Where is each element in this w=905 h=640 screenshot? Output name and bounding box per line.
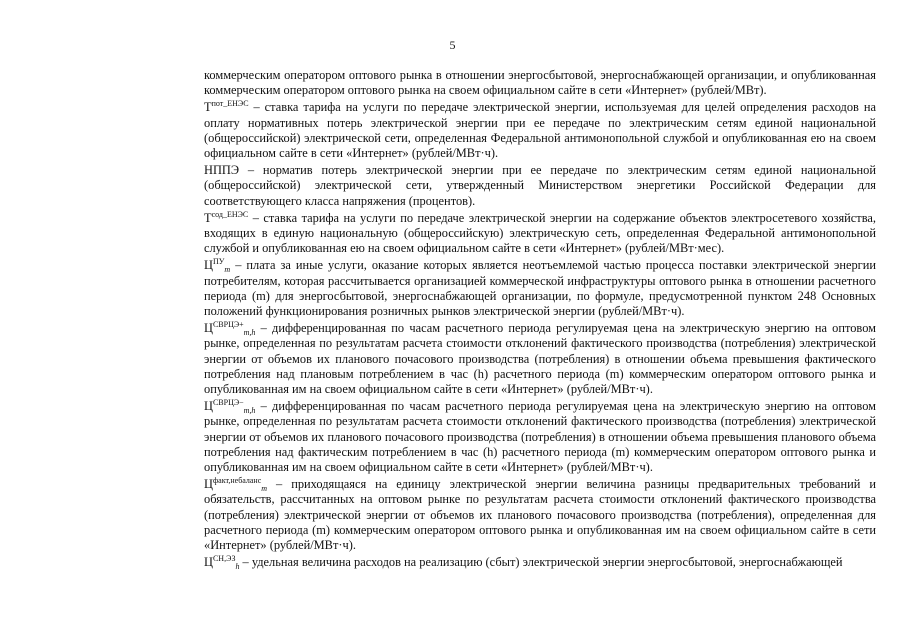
page-number: 5 <box>449 38 456 52</box>
symbol-ts: Ц <box>204 477 213 492</box>
definition-ts-pu <box>204 258 876 319</box>
symbol-superscript: факт,небаланс <box>212 476 262 486</box>
definition-nppe <box>204 163 876 209</box>
definition-text: – дифференцированная по часам расчетного периода регулируемая цена на электрическую энергию на оптовом рынке, определенная по результатам расчета стоимости отклонений фактического производства (потребления) электрической энергии от объемов их планового почасового производства (потребления) в отношении объема превышения фактического потребления над плановым потреблением в час (h) расчетного периода (m) коммерческим оператором оптового рынка и опубликованная им на своем официальном сайте в сети «Интернет» (рублей/МВт·ч). <box>204 321 876 397</box>
symbol-ts: Ц <box>204 555 213 570</box>
definition-text: – дифференцированная по часам расчетного периода регулируемая цена на электрическую энергию на оптовом рынке, определенная по результатам расчета стоимости отклонений фактического производства (потребления) электрической энергии от объемов их планового почасового производства (потребления) в отношении объема превышения планового объема потребления над фактическим потреблением в час (h) расчетного периода (m) коммерческим оператором оптового рынка и опубликованная им на своем официальном сайте в сети «Интернет» (рублей/МВт·ч). <box>204 399 876 475</box>
paragraph-text: коммерческим оператором оптового рынка в отношении энергосбытовой, энергоснабжающей организации, и опубликованная коммерческим оператором оптового рынка на своем официальном сайте в сети «Интернет» (рублей/МВт). <box>204 68 876 98</box>
symbol-ts: Ц <box>204 258 213 273</box>
symbol-ts: Ц <box>204 399 213 414</box>
symbol-superscript: СН,ЭЗ <box>212 554 236 564</box>
definition-ts-fakt-nebalans <box>204 477 876 553</box>
definition-text: – ставка тарифа на услуги по передаче электрической энергии, используемая для целей определения расходов на оплату нормативных потерь электрической энергии при ее передаче по электрическим сетям единой национальной (общероссийской) электрической сети, определенная Федеральной антимонопольной службой и опубликованная ею на своем официальном сайте в сети «Интернет» (рублей/МВт·ч). <box>204 100 876 161</box>
symbol-superscript: СВРЦЭ− <box>212 398 244 408</box>
paragraph-continuation <box>204 68 876 98</box>
symbol-subscript: m,h <box>243 328 256 338</box>
symbol-superscript: пот_ЕНЭС <box>211 99 249 109</box>
definition-ts-svrtse-minus <box>204 399 876 475</box>
symbol-subscript: h <box>235 562 240 572</box>
symbol-subscript: m <box>261 484 268 494</box>
definition-text: – ставка тарифа на услуги по передаче электрической энергии на содержание объектов электросетевого хозяйства, входящих в единую национальную (общероссийскую) электрическую сеть, определенная Федеральной антимонопольной службой и опубликованная ею на своем официальном сайте в сети «Интернет» (рублей/МВт·мес). <box>204 210 876 256</box>
definition-text: – норматив потерь электрической энергии при ее передаче по электрическим сетям единой национальной (общероссийской) электрической сети, утвержденный Министерством энергетики Российской Федерации для соответствующего класса напряжения (процентов). <box>204 163 876 208</box>
definition-t-sod-enes <box>204 211 876 257</box>
definition-ts-sn-ez <box>204 555 876 570</box>
symbol-superscript: ПУ <box>212 257 225 267</box>
symbol-ts: Ц <box>204 321 213 336</box>
definition-text: – плата за иные услуги, оказание которых является неотъемлемой частью процесса поставки электрической энергии потребителям, которая рассчитывается организацией коммерческой инфраструктуры оптового рынка в отношении расчетного периода (m) для энергосбытовой, энергоснабжающей организации, по формуле, предусмотренной пунктом 248 Основных положений функционирования розничных рынков электрической энергии (рублей/МВт·ч). <box>204 258 876 319</box>
definition-t-pot-enes <box>204 100 876 161</box>
symbol-superscript: СВРЦЭ+ <box>212 320 244 330</box>
symbol-nppe: НППЭ <box>204 163 240 178</box>
definition-text: – удельная величина расходов на реализацию (сбыт) электрической энергии энергосбытовой, энергоснабжающей <box>239 555 843 570</box>
symbol-t: T <box>204 210 212 225</box>
symbol-superscript: сод_ЕНЭС <box>211 209 249 219</box>
symbol-t: T <box>204 100 212 115</box>
symbol-subscript: m,h <box>243 406 256 416</box>
definition-text: – приходящаяся на единицу электрической энергии величина разницы предварительных требований и обязательств, рассчитанных на оптовом рынке по результатам расчета стоимости отклонений фактического производства (потребления) электрической энергии от объемов их планового почасового производства (потребления), определенная для расчетного периода (m) коммерческим оператором оптового рынка и опубликованная им на своем официальном сайте в сети «Интернет» (рублей/МВт·ч). <box>204 477 876 553</box>
definition-ts-svrtse-plus <box>204 321 876 397</box>
document-body <box>204 68 876 573</box>
symbol-subscript: m <box>224 265 231 275</box>
